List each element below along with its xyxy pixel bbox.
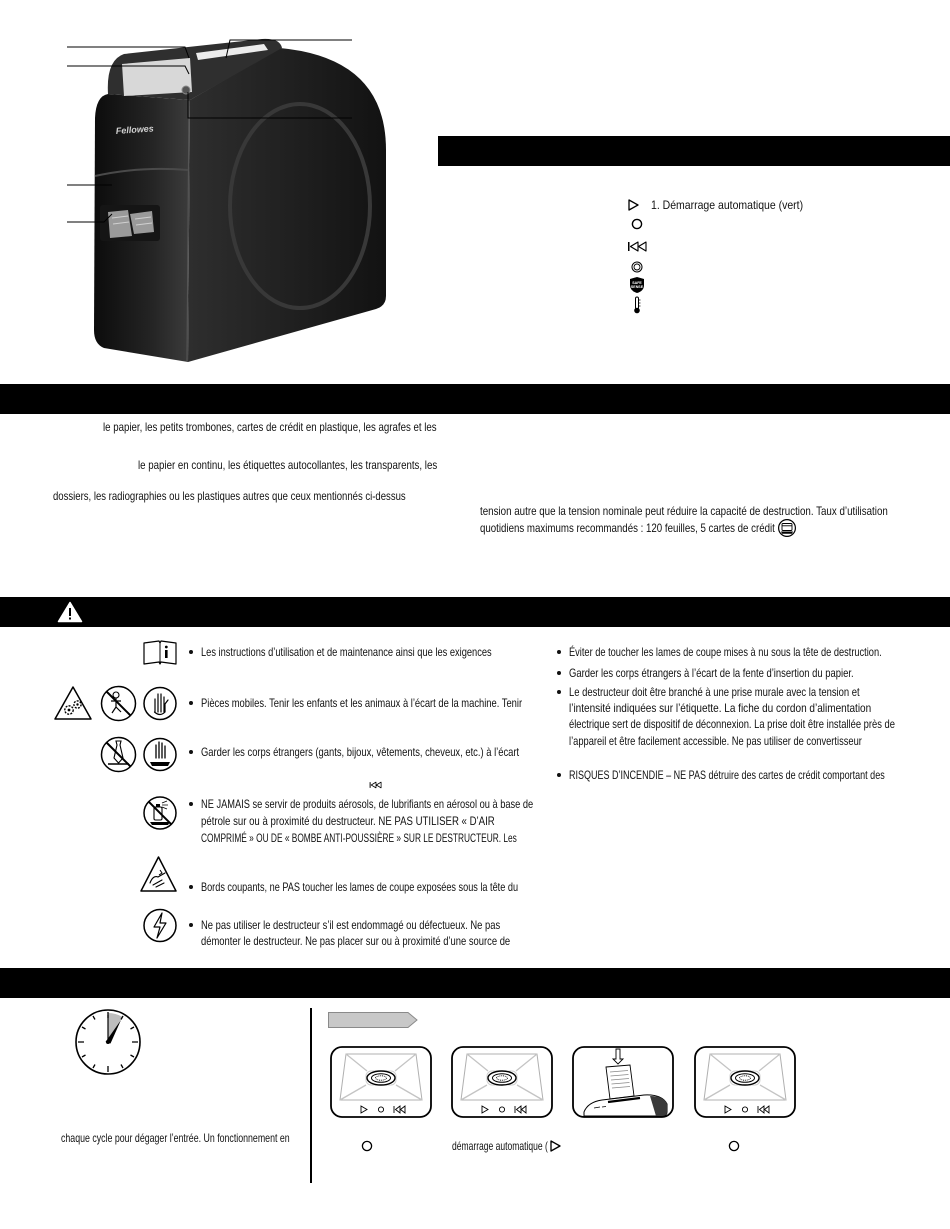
thermometer-icon xyxy=(633,296,641,314)
safe-sense-badge-text-1: SAFE xyxy=(632,281,642,285)
safety-text-line: Garder les corps étrangers (gants, bijoux, vêtements, cheveux, etc.) à l’écart xyxy=(201,745,520,759)
operation-header-bar xyxy=(0,968,950,998)
control-button xyxy=(182,86,190,94)
safety-text-line: Le destructeur doit être branché à une prise murale avec la tension et xyxy=(569,685,860,699)
column-divider xyxy=(310,1008,312,1183)
moving-parts-warning-icon xyxy=(53,685,93,721)
hand-caution-icon xyxy=(143,685,177,722)
step-3-paper-insertion xyxy=(572,1046,674,1118)
operation-text-line: chaque cycle pour dégager l’entrée. Un fonctionnement en xyxy=(61,1131,290,1145)
no-aerosol-icon xyxy=(143,795,177,831)
safety-text-line: l’intensité indiquées sur l’étiquette. La fiche du cordon d’alimentation xyxy=(569,701,872,715)
double-circle-icon xyxy=(631,261,643,273)
safety-text-line: Pièces mobiles. Tenir les enfants et les animaux à l’écart de la machine. Tenir xyxy=(201,696,523,710)
play-outline-icon xyxy=(627,199,639,211)
hand-on-feed-icon xyxy=(143,736,177,773)
step-4-control-panel xyxy=(694,1046,796,1118)
circle-outline-icon xyxy=(631,218,643,230)
safe-sense-badge-text-2: SENSE xyxy=(630,285,644,289)
no-loose-clothing-icon xyxy=(100,736,137,773)
step-tag-arrow xyxy=(328,1012,418,1028)
bullet xyxy=(189,650,193,654)
bullet xyxy=(189,750,193,754)
sharp-blades-warning-icon xyxy=(140,855,177,893)
safety-header-bar xyxy=(0,597,950,627)
bullet xyxy=(189,885,193,889)
no-children-icon xyxy=(100,685,137,722)
safety-text-line: RISQUES D’INCENDIE – NE PAS détruire des cartes de crédit comportant des xyxy=(569,768,885,782)
step-2-control-panel xyxy=(451,1046,553,1118)
brand-logo: Fellowes xyxy=(115,123,155,136)
manual-book-icon xyxy=(143,640,177,665)
legend-auto-start-label: 1. Démarrage automatique (vert) xyxy=(651,198,804,212)
safety-text-line: COMPRIMÉ » OU DE « BOMBE ANTI-POUSSIÈRE » SUR LE DESTRUCTEUR. Les xyxy=(201,831,517,845)
capacity-text-line: quotidiens maximums recommandés : 120 feuilles, 5 cartes de crédit xyxy=(480,521,775,535)
steps-caption: démarrage automatique ( xyxy=(452,1139,548,1153)
shredder-side-panel xyxy=(188,48,386,362)
safety-text-line: Ne pas utiliser le destructeur s’il est endommagé ou défectueux. Ne pas xyxy=(201,918,501,932)
bullet xyxy=(557,650,561,654)
shredder-illustration xyxy=(0,0,440,380)
safety-text-line: Les instructions d’utilisation et de maintenance ainsi que les exigences xyxy=(201,645,492,659)
electric-shock-icon xyxy=(143,908,177,943)
credit-card-icon xyxy=(777,519,797,537)
warning-triangle-icon xyxy=(57,601,83,623)
bullet xyxy=(557,773,561,777)
capacity-text-line: tension autre que la tension nominale peut réduire la capacité de destruction. Taux d’utilisation xyxy=(480,504,888,518)
skip-back-icon xyxy=(369,780,383,790)
bullet xyxy=(189,701,193,705)
capacity-text-line: le papier, les petits trombones, cartes de crédit en plastique, les agrafes et les xyxy=(103,420,437,434)
safety-text-line: démonter le destructeur. Ne pas placer sur ou à proximité d’une source de xyxy=(201,934,511,948)
safety-text-line: Éviter de toucher les lames de coupe mises à nu sous la tête de destruction. xyxy=(569,645,882,659)
circle-outline-icon xyxy=(361,1140,373,1152)
safety-text-line: électrique sert de dispositif de déconnexion. La prise doit être installée près de xyxy=(569,717,895,731)
bullet xyxy=(557,671,561,675)
safe-sense-shield-icon xyxy=(629,276,645,294)
paper-sheet xyxy=(606,1065,634,1099)
skip-back-icon xyxy=(627,241,649,252)
safety-text-line: pétrole sur ou à proximité du destructeur. NE PAS UTILISER « D’AIR xyxy=(201,814,495,828)
safety-text-line: NE JAMAIS se servir de produits aérosols, de lubrifiants en aérosol ou à base de xyxy=(201,797,534,811)
capacity-text-line: le papier en continu, les étiquettes autocollantes, les transparents, les xyxy=(138,458,438,472)
capacity-header-bar xyxy=(0,384,950,414)
capacity-text-line: dossiers, les radiographies ou les plastiques autres que ceux mentionnés ci-dessus xyxy=(53,489,406,503)
safety-text-line: Garder les corps étrangers à l’écart de la fente d’insertion du papier. xyxy=(569,666,854,680)
bullet xyxy=(557,690,561,694)
play-outline-icon xyxy=(549,1140,561,1152)
bullet xyxy=(189,802,193,806)
controls-header-bar xyxy=(438,136,950,166)
safety-text-line: l’appareil et être facilement accessible. Ne pas utiliser de convertisseur xyxy=(569,734,862,748)
circle-outline-icon xyxy=(728,1140,740,1152)
safety-text-line: Bords coupants, ne PAS toucher les lames de coupe exposées sous la tête du xyxy=(201,880,519,894)
step-1-control-panel xyxy=(330,1046,432,1118)
paper-feed-window xyxy=(122,58,192,96)
clock-icon xyxy=(72,1008,144,1076)
bullet xyxy=(189,923,193,927)
